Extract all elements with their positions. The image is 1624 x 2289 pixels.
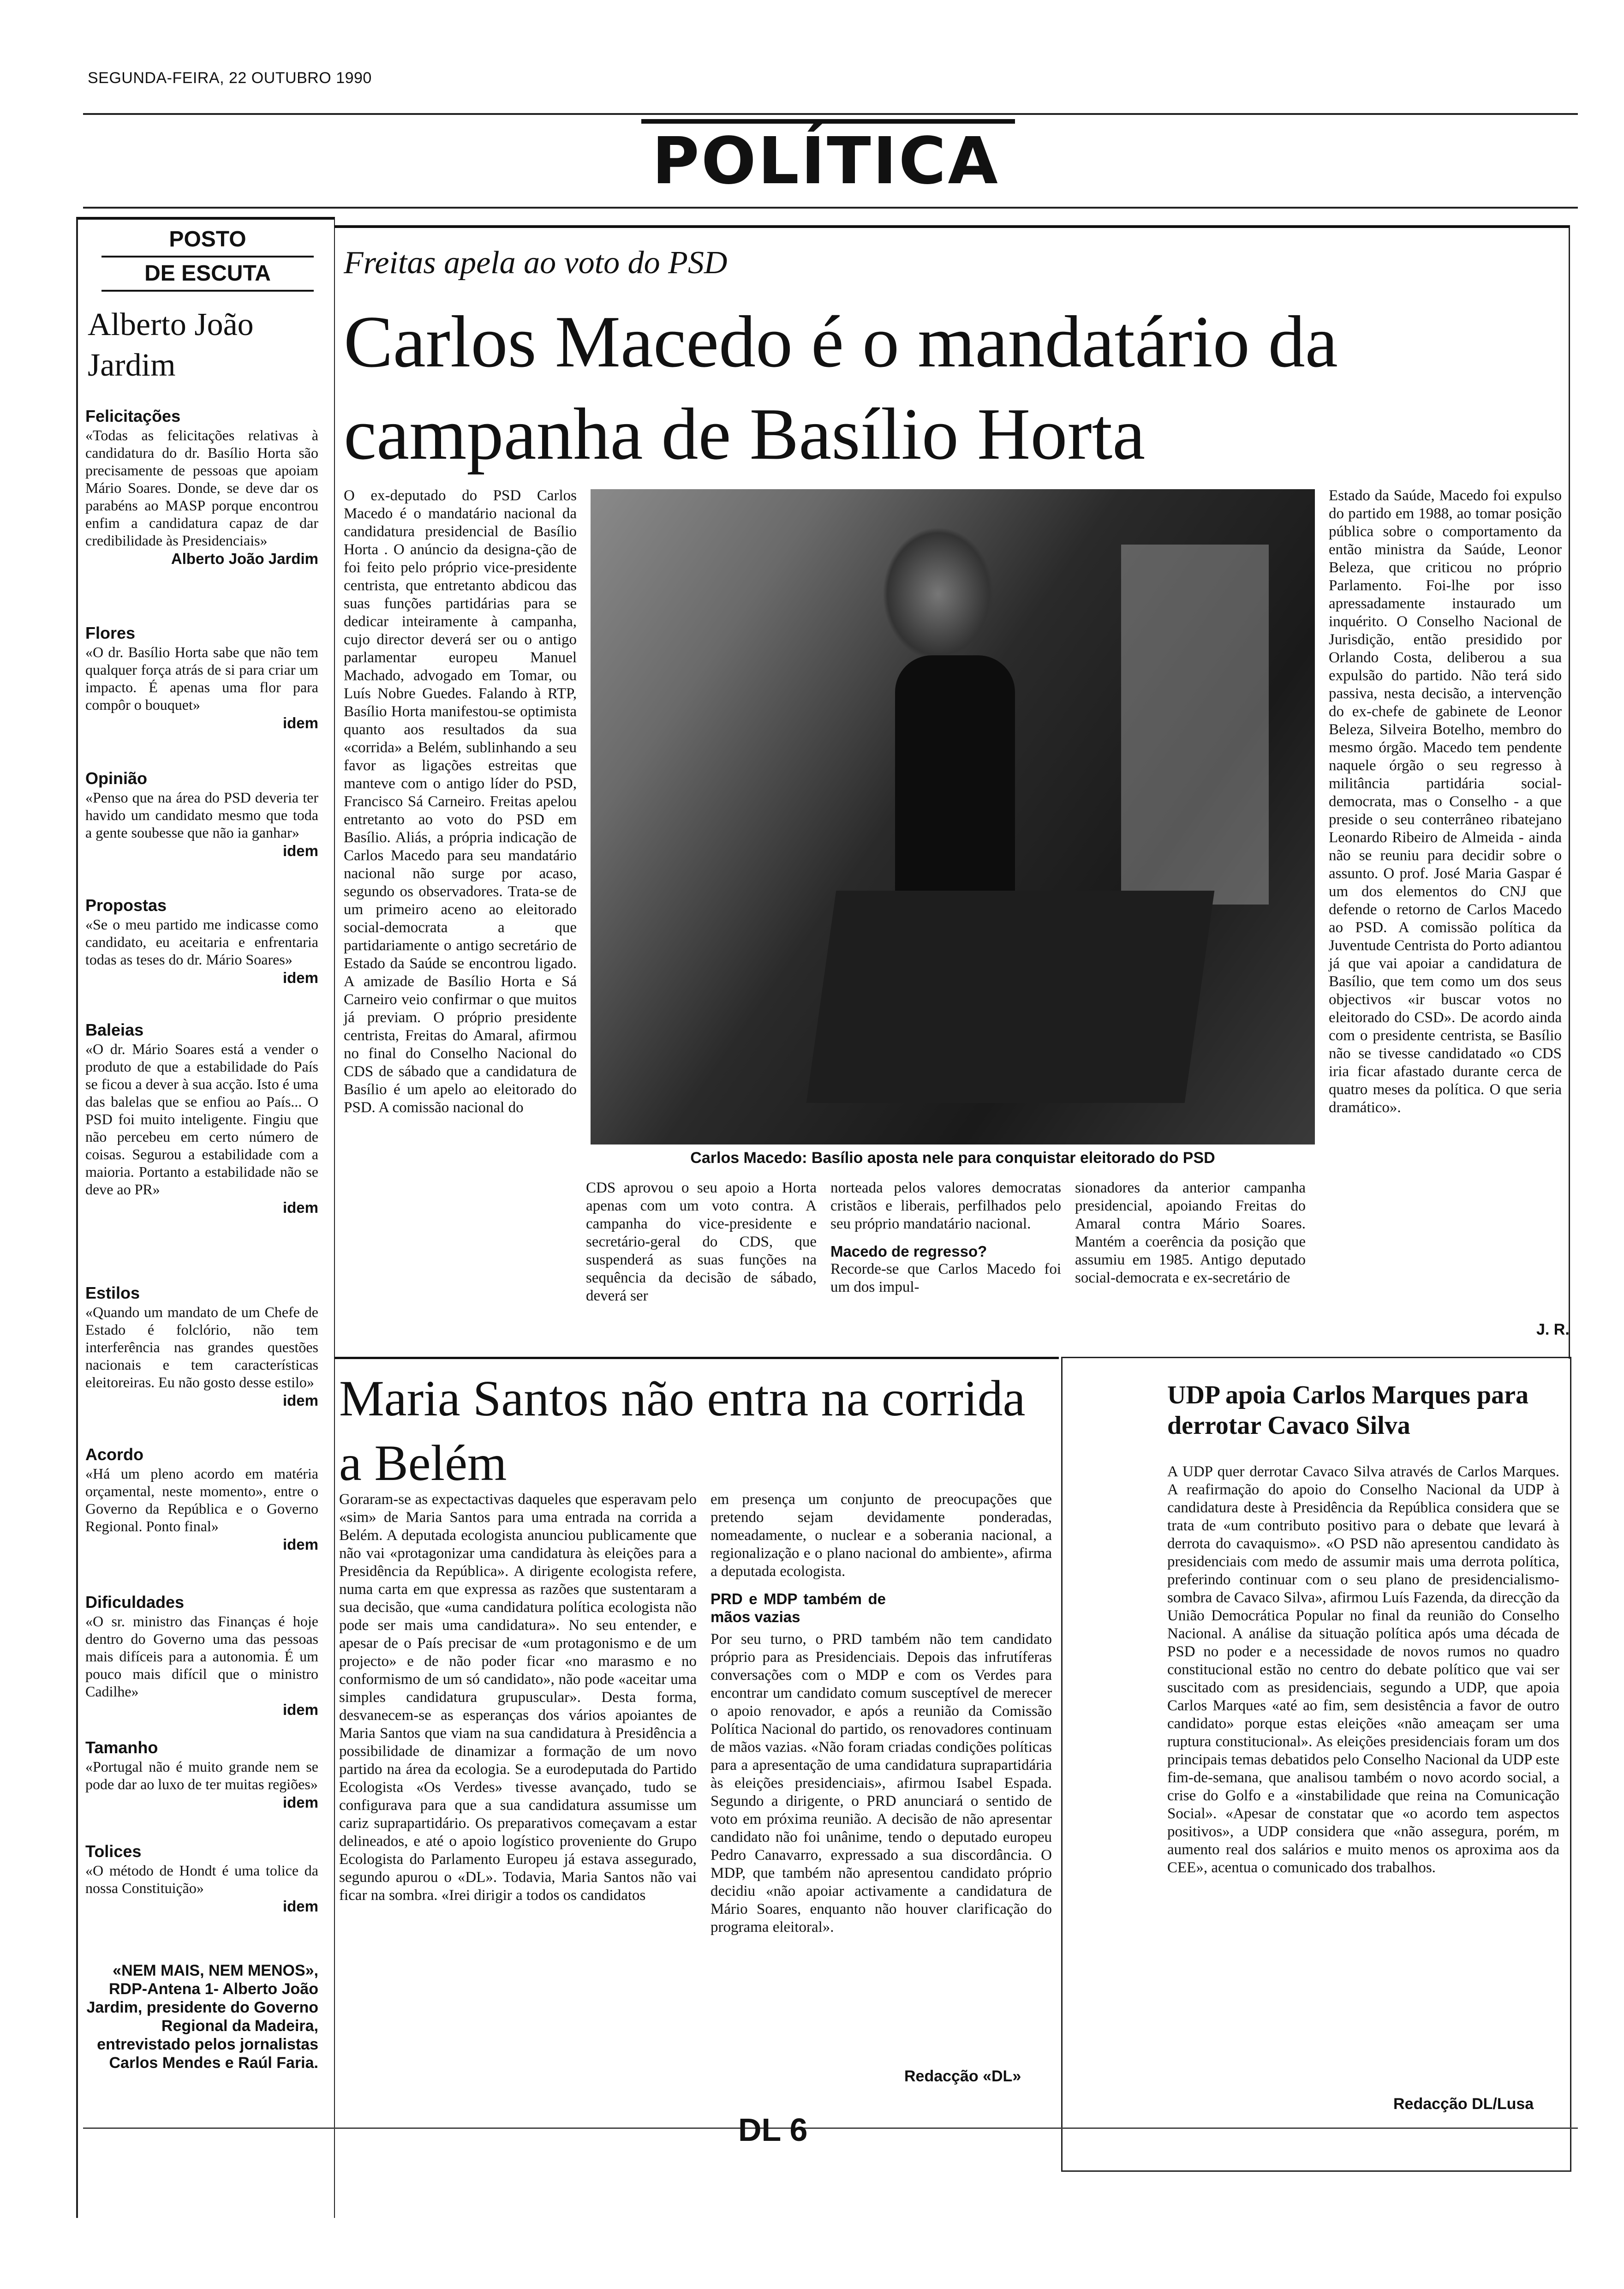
quote-source: Alberto João Jardim bbox=[171, 550, 318, 567]
maria-santos-text-b: Por seu turno, o PRD também não tem candidato próprio para as Presidenciais. Depois das infrutíferas conversações com o MDP e com os Verdes para encontrar um candidato comum susceptível de merecer o apoio renovador, e após a reunião da Comissão Política Nacional do partido, os renovadores continuam de mãos vazias. «Não foram criadas condições políticas para a apresentação de uma candidatura suprapartidária às eleições presidenciais», afirmou Isabel Espada. Segundo a dirigente, o PRD anunciará o sentido de voto em próxima reunião. A decisão de não apresentar candidato não foi unânime, tendo o deputado europeu Pedro Canavarro, expressado a sua discordância. O MDP, que também não apresentou candidato próprio decidiu «não apoiar activamente a candidatura de Mário Soares, enquanto não houver clarificação do programa eleitoral». bbox=[710, 1631, 1052, 1935]
quote-heading: Dificuldades bbox=[85, 1593, 185, 1612]
carlos-macedo-photo bbox=[591, 489, 1315, 1144]
quote-section bbox=[85, 623, 318, 733]
quote-section bbox=[85, 1738, 318, 1812]
quote-text: «Se o meu partido me indicasse como candidato, eu aceitaria e enfrentaria todas as teses do dr. Mário Soares» bbox=[85, 916, 318, 968]
columnist-name: Alberto João Jardim bbox=[88, 307, 254, 383]
quote-source: idem bbox=[282, 1898, 318, 1915]
quote-text: «Há um pleno acordo em matéria orçamental, neste momento», entre o Governo da República e o Governo Regional. Ponto final» bbox=[85, 1465, 318, 1534]
maria-santos-text-a: em presença um conjunto de preocupações que pretendo sejam devidamente ponderadas, nomeadamente, o nuclear e a soberania nacional, a regionalização e o plano nacional do ambiente», afirma a deputada ecologista. bbox=[710, 1491, 1052, 1580]
section-title: POLÍTICA bbox=[652, 124, 1000, 199]
quote-source: idem bbox=[282, 969, 318, 986]
quote-section bbox=[85, 895, 318, 988]
article-column-4: sionadores da anterior campanha presidencial, apoiando Freitas do Amaral contra Mário Soares. Mantém a coerência da posição que assumiu em 1985. Antigo deputado social-democrata e ex-secretário de bbox=[1075, 1180, 1306, 1286]
column-3-subhead: Macedo de regresso? bbox=[830, 1243, 987, 1260]
quote-section bbox=[85, 1841, 318, 1916]
maria-santos-column-2 bbox=[710, 1491, 1052, 1936]
quote-heading: Acordo bbox=[85, 1445, 143, 1464]
quote-source: idem bbox=[282, 1199, 318, 1216]
page-number: DL 6 bbox=[738, 2112, 808, 2148]
top-rule bbox=[83, 113, 1578, 115]
article-kicker: Freitas apela ao voto do PSD bbox=[344, 245, 728, 281]
quote-section bbox=[85, 406, 318, 569]
maria-santos-signature: Redacção «DL» bbox=[904, 2067, 1021, 2085]
column-3-text: norteada pelos valores democratas cristãos e liberais, perfilhados pelo seu próprio mandatário nacional. bbox=[830, 1180, 1061, 1232]
quote-text: «O método de Hondt é uma tolice da nossa Constituição» bbox=[85, 1862, 318, 1896]
dateline: SEGUNDA-FEIRA, 22 OUTUBRO 1990 bbox=[88, 69, 372, 87]
footer-rule bbox=[83, 2127, 1578, 2129]
article-signature: J. R. bbox=[1536, 1321, 1570, 1338]
section-rule bbox=[83, 207, 1578, 209]
quote-source: idem bbox=[282, 1392, 318, 1409]
quote-section bbox=[85, 768, 318, 861]
quote-section bbox=[85, 1283, 318, 1410]
quote-source: idem bbox=[282, 714, 318, 731]
quote-text: «Portugal não é muito grande nem se pode dar ao luxo de ter muitas regiões» bbox=[85, 1758, 318, 1792]
udp-signature: Redacção DL/Lusa bbox=[1393, 2095, 1534, 2113]
maria-santos-subhead: PRD e MDP também de mãos vazias bbox=[710, 1590, 886, 1625]
quote-source: idem bbox=[282, 1536, 318, 1553]
udp-headline: UDP apoia Carlos Marques para derrotar Cavaco Silva bbox=[1167, 1381, 1528, 1440]
quote-heading: Baleias bbox=[85, 1020, 144, 1039]
section-bar bbox=[641, 119, 1015, 124]
quote-heading: Tolices bbox=[85, 1842, 142, 1861]
quote-heading: Tamanho bbox=[85, 1738, 158, 1757]
quote-text: «Quando um mandato de um Chefe de Estado é folclório, não tem interferência nas grandes questões nacionais e tem características eleitoreiras. Eu não gosto desse estilo» bbox=[85, 1304, 318, 1390]
quote-heading: Flores bbox=[85, 623, 136, 642]
quote-section bbox=[85, 1020, 318, 1217]
photo-caption: Carlos Macedo: Basílio aposta nele para conquistar eleitorado do PSD bbox=[690, 1149, 1215, 1167]
posto-label: POSTO bbox=[169, 227, 246, 252]
quote-section bbox=[85, 1592, 318, 1720]
maria-santos-headline: Maria Santos não entra na corrida a Belém bbox=[339, 1370, 1026, 1491]
quote-source: idem bbox=[282, 1701, 318, 1718]
quote-text: «O dr. Basílio Horta sabe que não tem qualquer força atrás de si para criar um impacto. É apenas uma flor para compôr o bouquet» bbox=[85, 644, 318, 713]
quote-source: idem bbox=[282, 1794, 318, 1811]
article-column-1: O ex-deputado do PSD Carlos Macedo é o mandatário nacional da candidatura presidencial de Basílio Horta . O anúncio da designa-ção de foi feito pelo próprio vice-presidente centrista, que entretanto abdicou das suas funções partidárias para se dedicar inteiramente à campanha, cujo director deverá ser ou o antigo parlamentar europeu Manuel Machado, advogado em Tomar, ou Luís Nobre Guedes. Falando à RTP, Basílio Horta manifestou-se optimista quanto aos resultados da sua «corrida» a Belém, sublinhando a seu favor as ligações estreitas que manteve com o antigo líder do PSD, Francisco Sá Carneiro. Freitas apelou entretanto ao voto do PSD em Basílio. Aliás, a própria indicação de Carlos Macedo para seu mandatário nacional não surge por acaso, segundo os observadores. Trata-se de um primeiro aceno ao eleitorado social-democrata a que partidariamente o antigo secretário de Estado da Saúde se encontrou ligado. A amizade de Basílio Horta e Sá Carneiro veio confirmar o que muitos já previam. O próprio presidente centrista, Freitas do Amaral, afirmou no final do Conselho Nacional do CDS de sábado que a candidatura de Basílio é um apelo ao eleitorado do PSD. A comissão nacional do bbox=[344, 487, 577, 1116]
quote-text: «Penso que na área do PSD deveria ter havido um candidato mesmo que toda a gente soubesse que não ia ganhar» bbox=[85, 789, 318, 841]
article-column-2: CDS aprovou o seu apoio a Horta apenas com um voto contra. A campanha do vice-presidente e secretário-geral do CDS, que suspenderá as suas funções na sequência da decisão de sábado, deverá ser bbox=[586, 1180, 817, 1304]
interview-credit: «NEM MAIS, NEM MENOS», RDP-Antena 1- Alberto João Jardim, presidente do Governo Regional da Madeira, entrevistado pelos jornalistas Carlos Mendes e Raúl Faria. bbox=[86, 1962, 318, 2072]
article-column-5: Estado da Saúde, Macedo foi expulso do partido em 1988, ao tomar posição pública sobre o comportamento da então ministra da Saúde, Leonor Beleza, que criticou no próprio Parlamento. Foi-lhe por isso apressadamente instaurado um inquérito. O Conselho Nacional de Jurisdição, então presidido por Orlando Costa, deliberou a sua expulsão do partido. Não terá sido passiva, nesta decisão, a intervenção do ex-chefe de gabinete de Leonor Beleza, Silveira Botelho, membro do mesmo órgão. Macedo tem pendente naquele órgão o seu regresso à militância partidária social-democrata, mas o Conselho - a que preside o seu conterrâneo ribatejano Leonardo Ribeiro de Almeida - ainda não se reuniu para decidir sobre o assunto. O prof. José Maria Gaspar é um dos elementos do CNJ que defende o retorno de Carlos Macedo ao PSD. A comissão política da Juventude Centrista do Porto adiantou já que vai apoiar a candidatura de Basílio, que tem como um dos seus objectivos «ir buscar votos no eleitorado do CSD». De acordo ainda com o presidente centrista, se Basílio não se tivesse candidatado «o CDS iria ficar afastado durante cerca de quatro meses da política. O que seria dramático». bbox=[1329, 487, 1562, 1116]
quote-heading: Estilos bbox=[85, 1283, 140, 1302]
article-column-3 bbox=[830, 1179, 1061, 1296]
udp-body: A UDP quer derrotar Cavaco Silva através de Carlos Marques. A reafirmação do apoio do Conselho Nacional da UDP à candidatura deste à Presidência da República considera que se trata de «um contributo positivo para o debate que levará à derrota do cavaquismo». «O PSD não apresentou candidato às presidenciais com medo de assumir mais uma derrota política, preferindo continuar com o seu plano de presidencialismo-sombra de Cavaco Silva», afirmou Luís Fazenda, da direcção da União Democrática Popular no final da reunião do Conselho Nacional. A análise da situação política após uma década de PSD no poder e a necessidade de novos rumos no quadro constitucional estão no centro do debate político que vai ser suscitado com as presidenciais, segundo a UDP, que apoia Carlos Marques «até ao fim, sem desistência a favor de outro candidato» porque estas eleições «não ameaçam ser uma ruptura constitucional». As eleições presidenciais foram um dos principais temas debatidos pelo Conselho Nacional da UDP este fim-de-semana, que analisou também o novo acordo social, a crise do Golfo e a «instabilidade que reina na Comunicação Social». «Apesar de constatar que «o acordo tem aspectos positivos», a UDP considera que «não assegura, porém, m aumento real dos salários e muito menos os aproxima aos da CEE», acentua o comunicado dos trabalhos. bbox=[1167, 1463, 1559, 1876]
column-3-text-b: Recorde-se que Carlos Macedo foi um dos impul- bbox=[830, 1261, 1061, 1295]
quote-section bbox=[85, 1444, 318, 1554]
quote-text: «O dr. Mário Soares está a vender o produto de que a estabilidade do País se ficou a dever à sua acção. Isto é uma das balelas que se enfiou ao País... O PSD foi muito inteligente. Fingiu que não percebeu em certo número de coisas. Segurou a estabilidade com a maioria. Portanto a estabilidade não se deve ao PR» bbox=[85, 1041, 318, 1198]
article-headline: Carlos Macedo é o mandatário da campanha de Basílio Horta bbox=[344, 300, 1338, 475]
escuta-label: DE ESCUTA bbox=[144, 261, 271, 286]
quote-source: idem bbox=[282, 842, 318, 859]
quote-heading: Opinião bbox=[85, 769, 147, 788]
quote-text: «O sr. ministro das Finanças é hoje dentro do Governo uma das pessoas mais difíceis para a autonomia. É um pouco mais difícil que o ministro Cadilhe» bbox=[85, 1613, 318, 1700]
posto-de-escuta-header bbox=[92, 226, 323, 294]
quote-heading: Felicitações bbox=[85, 407, 181, 425]
maria-santos-column-1: Goraram-se as expectactivas daqueles que esperavam pelo «sim» de Maria Santos para uma entrada na corrida a Belém. A deputada ecologista anunciou publicamente que não vai «protagonizar uma candidatura às eleições para a Presidência da República». A dirigente ecologista refere, numa carta em que expressa as razões que sustentaram a sua decisão, que «uma candidatura política ecologista não pode ser mais uma candidatura». No seu entender, e apesar de o País precisar de «um protagonismo e de um projecto» e de não poder ficar «no marasmo e no conformismo de um só candidato», não pode «aceitar uma simples candidatura grupuscular». Desta forma, desvanecem-se as esperanças dos vários apoiantes de Maria Santos que viam na sua candidatura à Presidência a possibilidade de dinamizar a formação de um novo partido na área da ecologia. Se a eurodeputada do Partido Ecologista «Os Verdes» tivesse avançado, tudo se configurava para que a sua candidatura assumisse um cariz suprapartidário. Os preparativos começavam a estar delineados, e até o apoio logístico proveniente do Grupo Ecologista do Parlamento Europeu já estava assegurado, segundo apurou o «DL». Todavia, Maria Santos não vai ficar na sombra. «Irei dirigir a todos os candidatos bbox=[339, 1491, 697, 1904]
quote-text: «Todas as felicitações relativas à candidatura do dr. Basílio Horta são precisamente de pessoas que apoiam Mário Soares. Donde, se deve dar os parabéns ao MASP porque encontrou enfim a candidatura capaz de dar credibilidade às Presidenciais» bbox=[85, 427, 318, 549]
quote-heading: Propostas bbox=[85, 896, 167, 915]
